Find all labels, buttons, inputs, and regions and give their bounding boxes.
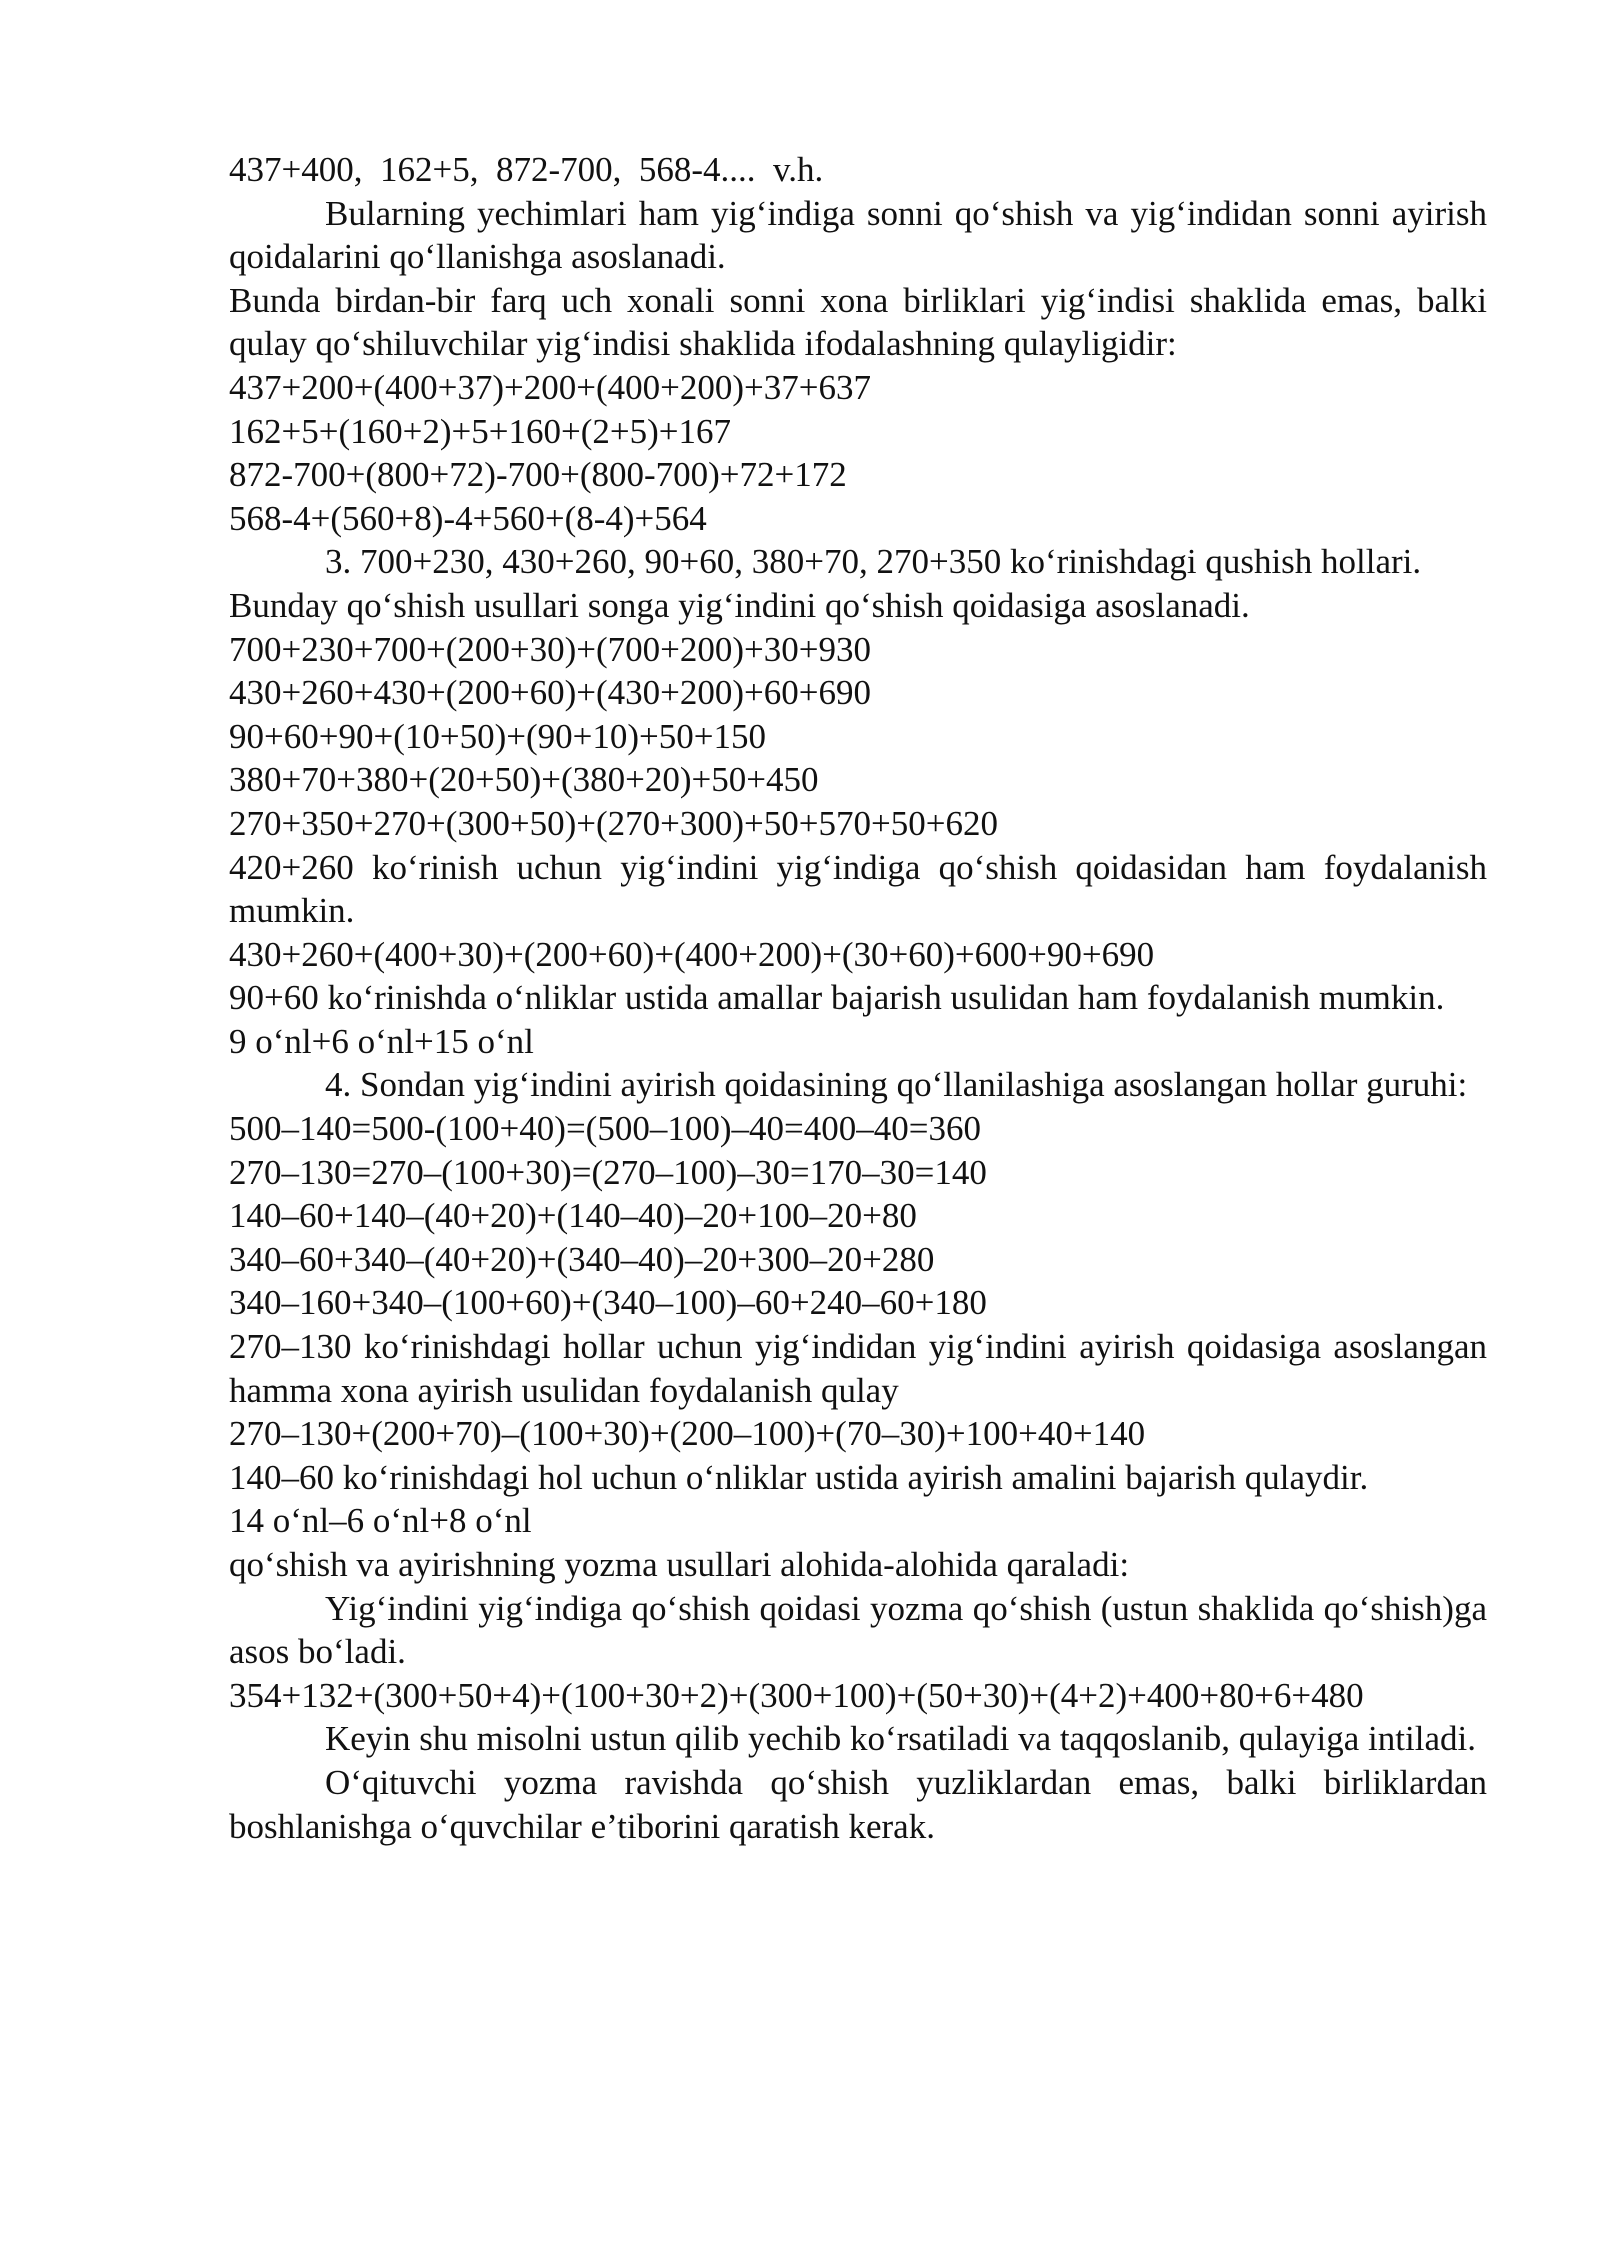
equation-line: 430+260+430+(200+60)+(430+200)+60+690 <box>229 673 872 713</box>
equation-line: 90+60+90+(10+50)+(90+10)+50+150 <box>229 716 767 756</box>
paragraph-section-3: 3. 700+230, 430+260, 90+60, 380+70, 270+350 ko‘rinishdagi qushish hollari. <box>325 542 1422 582</box>
equation-line: 270–130+(200+70)–(100+30)+(200–100)+(70–30)+100+40+140 <box>229 1414 1146 1454</box>
equation-line: 872-700+(800+72)-700+(800-700)+72+172 <box>229 455 847 495</box>
paragraph-column-addition: Yig‘indini yig‘indiga qo‘shish qoidasi yozma qo‘shish (ustun shaklida qo‘shish)ga asos bo‘ladi. <box>229 1588 1487 1672</box>
paragraph-written-methods: qo‘shish va ayirishning yozma usullari alohida-alohida qaraladi: <box>229 1545 1130 1584</box>
equation-line: 14 o‘nl–6 o‘nl+8 o‘nl <box>229 1501 532 1541</box>
paragraph-column-example: Keyin shu misolni ustun qilib yechib ko‘rsatiladi va taqqoslanib, qulayiga intiladi. <box>325 1719 1476 1759</box>
example-list-line: 437+400, 162+5, 872-700, 568-4.... v.h. <box>229 150 824 189</box>
equation-line: 340–60+340–(40+20)+(340–40)–20+300–20+280 <box>229 1239 935 1279</box>
paragraph-tens-method: 90+60 ko‘rinishda o‘nliklar ustida amallar bajarish usulidan ham foydalanish mumkin. <box>229 978 1445 1018</box>
paragraph-tens-subtraction: 140–60 ko‘rinishdagi hol uchun o‘nliklar ustida ayirish amalini bajarish qulaydir. <box>229 1457 1369 1497</box>
equation-line: 437+200+(400+37)+200+(400+200)+37+637 <box>229 367 872 407</box>
equation-line: 354+132+(300+50+4)+(100+30+2)+(300+100)+(50+30)+(4+2)+400+80+6+480 <box>229 1675 1364 1715</box>
paragraph-sum-to-sum-rule: 420+260 ko‘rinish uchun yig‘indini yig‘indiga qo‘shish qoidasidan ham foydalanish mumkin. <box>229 847 1487 931</box>
equation-line: 9 o‘nl+6 o‘nl+15 o‘nl <box>229 1021 534 1061</box>
equation-line: 270+350+270+(300+50)+(270+300)+50+570+50+620 <box>229 803 999 843</box>
paragraph-teacher-note: O‘qituvchi yozma ravishda qo‘shish yuzliklardan emas, balki birliklardan boshlanishga o‘quvchilar e’tiborini qaratish kerak. <box>229 1762 1487 1846</box>
equation-line: 340–160+340–(100+60)+(340–100)–60+240–60+180 <box>229 1283 987 1323</box>
paragraph-difference-note: Bunda birdan-bir farq uch xonali sonni xona birliklari yig‘indisi shaklida emas, balki qulay qo‘shiluvchilar yig‘indisi shaklida ifodalashning qulayligidir: <box>229 280 1487 364</box>
paragraph-section-4: 4. Sondan yig‘indini ayirish qoidasining qo‘llanilashiga asoslangan hollar guruhi: <box>325 1065 1468 1105</box>
equation-line: 430+260+(400+30)+(200+60)+(400+200)+(30+60)+600+90+690 <box>229 934 1155 974</box>
document-page <box>229 148 1487 1848</box>
equation-line: 568-4+(560+8)-4+560+(8-4)+564 <box>229 498 707 538</box>
equation-line: 162+5+(160+2)+5+160+(2+5)+167 <box>229 411 732 451</box>
equation-line: 380+70+380+(20+50)+(380+20)+50+450 <box>229 760 819 800</box>
equation-line: 700+230+700+(200+30)+(700+200)+30+930 <box>229 629 872 669</box>
paragraph-solutions-basis: Bularning yechimlari ham yig‘indiga sonni qo‘shish va yig‘indidan sonni ayirish qoidalarini qo‘llanishga asoslanadi. <box>229 193 1487 277</box>
equation-line: 140–60+140–(40+20)+(140–40)–20+100–20+80 <box>229 1196 917 1236</box>
equation-line: 270–130=270–(100+30)=(270–100)–30=170–30=140 <box>229 1152 987 1192</box>
equation-line: 500–140=500-(100+40)=(500–100)–40=400–40=360 <box>229 1109 981 1149</box>
paragraph-subtraction-rule: 270–130 ko‘rinishdagi hollar uchun yig‘indidan yig‘indini ayirish qoidasiga asoslangan hamma xona ayirish usulidan foydalanish qulay <box>229 1327 1487 1410</box>
paragraph-addition-methods: Bunday qo‘shish usullari songa yig‘indini qo‘shish qoidasiga asoslanadi. <box>229 585 1250 625</box>
